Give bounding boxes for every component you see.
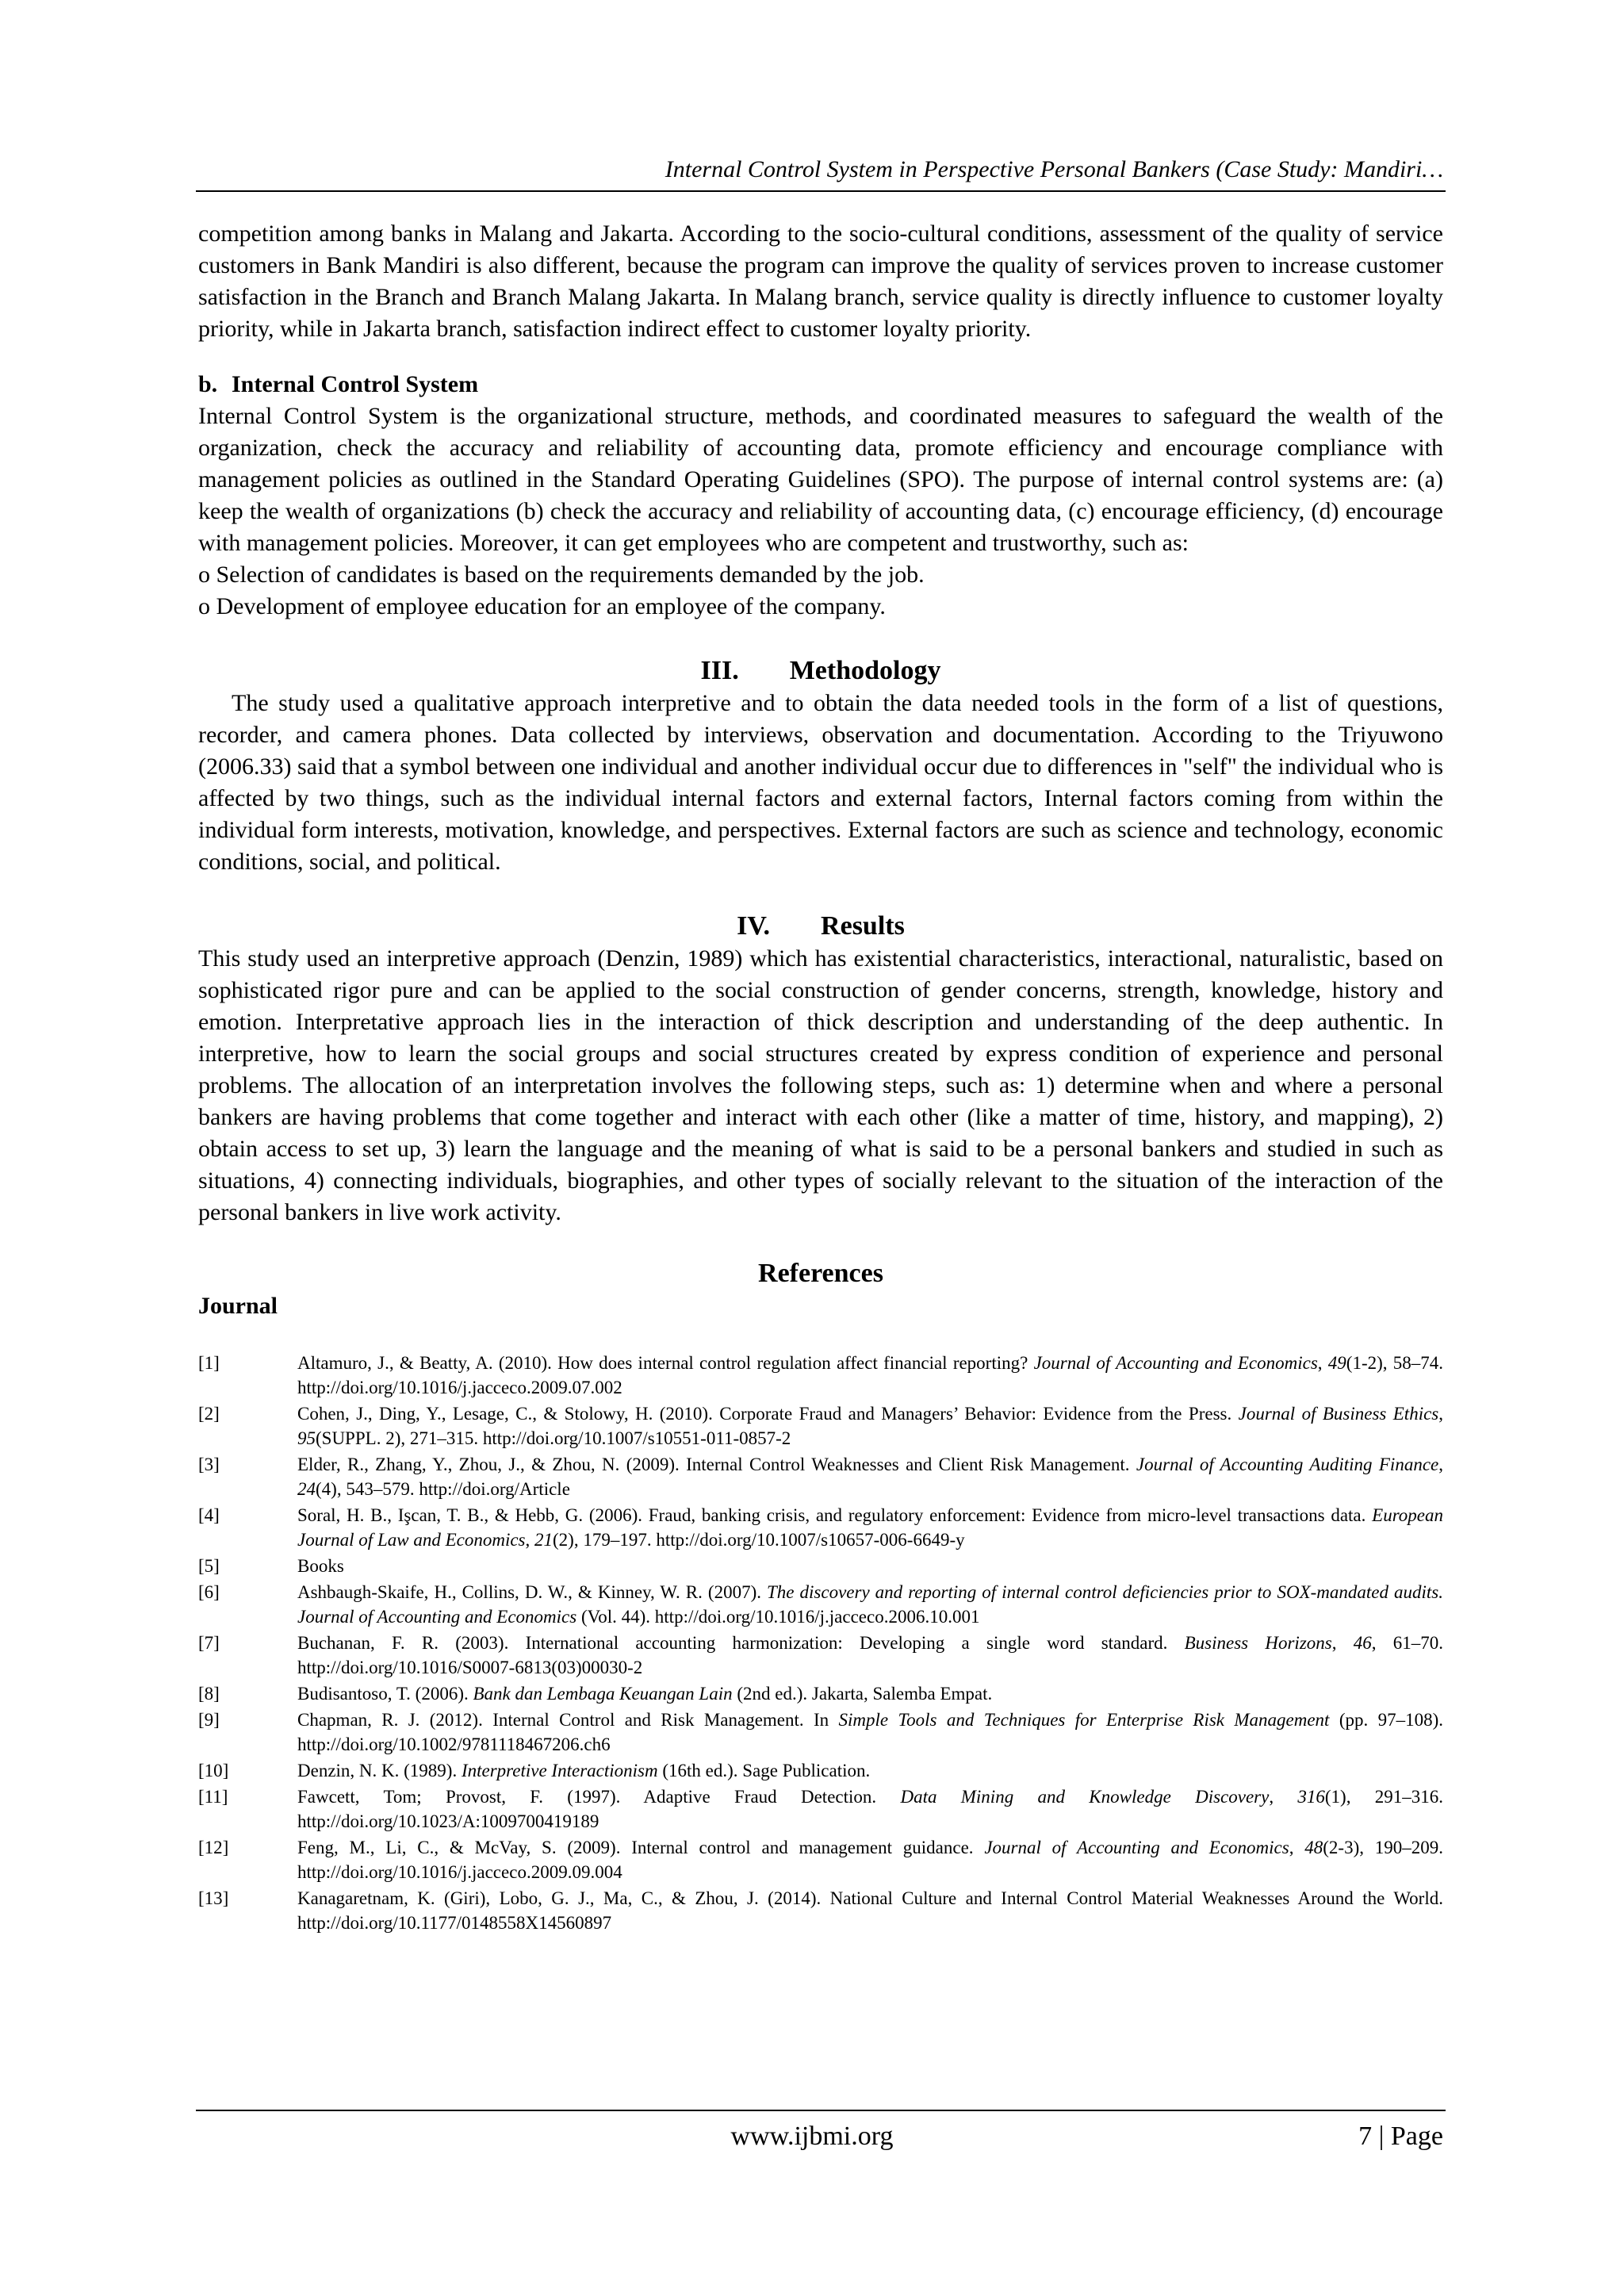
reference-number: [8] [198,1684,220,1704]
journal-subheading: Journal [198,1293,278,1319]
reference-item [198,1784,1443,1834]
reference-text [297,1681,1443,1706]
reference-item [198,1758,1443,1783]
reference-italic-segment: Interpretive Interactionism [461,1761,658,1780]
reference-item [198,1554,1443,1578]
reference-number: [11] [198,1787,228,1807]
reference-italic-segment: 21 [534,1530,553,1550]
reference-text [297,1784,1443,1834]
reference-italic-segment: 24 [297,1479,316,1499]
header-rule [196,190,1446,192]
reference-number: [1] [198,1353,220,1373]
reference-italic-segment: Simple Tools and Techniques for Enterprise Risk Management [838,1710,1330,1730]
reference-italic-segment: 316 [1297,1787,1325,1807]
section-number: III. [700,656,739,685]
reference-segment: Books [297,1556,344,1576]
reference-segment: (2), 179–197. http://doi.org/10.1007/s10657-006-6649-y [553,1530,965,1550]
reference-segment: (1), 291–316. http://doi.org/10.1023/A:1009700419189 [297,1787,1444,1831]
intro-paragraph: competition among banks in Malang and Jakarta. According to the socio-cultural conditions, assessment of the quality of service customers in Bank Mandiri is also different, because the program can improve the quality of services proven to increase customer satisfaction in the Branch and Branch Malang Jakarta. In Malang branch, service quality is directly influence to customer loyalty priority, while in Jakarta branch, satisfaction indirect effect to customer loyalty priority. [198,220,1443,342]
bullet-item: o Selection of candidates is based on the requirements demanded by the job. [198,562,925,588]
subsection-heading [198,369,1443,401]
methodology-paragraph: The study used a qualitative approach interpretive and to obtain the data needed tools in the form of a list of questions, recorder, and camera phones. Data collected by interviews, observation and documentation. According to the Triyuwono (2006.33) said that a symbol between one individual and another individual occur due to differences in "self" the individual who is affected by two things, such as the individual internal factors and external factors, Internal factors coming from within the individual form interests, motivation, knowledge, and perspectives. External factors are such as science and technology, economic conditions, social, and political. [198,690,1443,875]
reference-segment: Fawcett, Tom; Provost, F. (1997). Adaptive Fraud Detection. [297,1787,901,1807]
bullet-item: o Development of employee education for an employee of the company. [198,593,886,619]
running-header: Internal Control System in Perspective Personal Bankers (Case Study: Mandiri… [665,156,1443,182]
subsection-title: Internal Control System [232,371,479,397]
results-paragraph: This study used an interpretive approach (Denzin, 1989) which has existential characteristics, interactional, naturalistic, based on sophisticated rigor pure and can be applied to the social construction of gender concerns, strength, knowledge, history and emotion. Interpretative approach lies in the interaction of thick description and understanding of the deep authentic. In interpretive, how to learn the social groups and social structures created by express condition of experience and personal problems. The allocation of an interpretation involves the following steps, such as: 1) determine when and where a personal bankers are having problems that come together and interact with each other (like a matter of time, history, and mapping), 2) obtain access to set up, 3) learn the language and the meaning of what is said to be a personal bankers and studied in such as situations, 4) connecting individuals, biographies, and other types of socially relevant to the situation of the interaction of the personal bankers in live work activity. [198,945,1443,1225]
reference-text [297,1401,1443,1451]
section-number: IV. [737,911,771,941]
reference-segment: , [1438,1404,1443,1424]
reference-segment: , [1317,1353,1328,1373]
reference-item [198,1835,1443,1884]
reference-number: [3] [198,1455,220,1474]
reference-text [297,1351,1443,1400]
reference-text [297,1554,1443,1578]
reference-text [297,1708,1443,1757]
internal-control-paragraph: Internal Control System is the organizational structure, methods, and coordinated measures to safeguard the wealth of the organization, check the accuracy and reliability of accounting data, promote efficiency and encourage compliance with management policies as outlined in the Standard Operating Guidelines (SPO). The purpose of internal control systems are: (a) keep the wealth of organizations (b) check the accuracy and reliability of accounting data, (c) encourage efficiency, (d) encourage with management policies. Moreover, it can get employees who are competent and trustworthy, such as: [198,403,1443,556]
reference-text [297,1758,1443,1783]
reference-item [198,1351,1443,1400]
reference-item [198,1503,1443,1552]
reference-italic-segment: The discovery and reporting of internal control deficiencies prior to SOX-mandated audits. Journal of Accounting and Economics [297,1582,1443,1627]
reference-segment: , [1289,1838,1305,1857]
reference-text [297,1452,1443,1501]
reference-italic-segment: 95 [297,1428,316,1448]
reference-segment: Budisantoso, T. (2006). [297,1684,473,1704]
reference-item [198,1452,1443,1501]
reference-segment: (2-3), 190–209. http://doi.org/10.1016/j.jacceco.2009.09.004 [297,1838,1444,1882]
reference-text [297,1503,1443,1552]
reference-italic-segment: Data Mining and Knowledge Discovery [900,1787,1270,1807]
reference-italic-segment: Journal of Accounting and Economics [984,1838,1289,1857]
reference-italic-segment: 46 [1353,1633,1372,1653]
reference-italic-segment: Business Horizons [1184,1633,1332,1653]
reference-segment: Denzin, N. K. (1989). [297,1761,462,1780]
reference-italic-segment: Journal of Accounting Auditing Finance [1136,1455,1439,1474]
reference-segment: Feng, M., Li, C., & McVay, S. (2009). Internal control and management guidance. [297,1838,985,1857]
footer-page-number: 7 | Page [1358,2122,1443,2151]
reference-number: [9] [198,1710,220,1730]
reference-item [198,1681,1443,1706]
reference-number: [6] [198,1582,220,1602]
section-heading-results [198,910,1443,943]
reference-item [198,1708,1443,1757]
reference-item [198,1631,1443,1680]
reference-segment: Kanagaretnam, K. (Giri), Lobo, G. J., Ma, C., & Zhou, J. (2014). National Culture and Internal Control Material Weaknesses Around the World. http://doi.org/10.1177/0148558X14560897 [297,1888,1443,1933]
reference-italic-segment: Journal of Business Ethics [1238,1404,1439,1424]
reference-segment: , 61–70. http://doi.org/10.1016/S0007-6813(03)00030-2 [297,1633,1444,1677]
reference-italic-segment: 49 [1327,1353,1346,1373]
section-title: Results [821,911,905,941]
reference-number: [5] [198,1556,220,1576]
reference-number: [13] [198,1888,229,1908]
reference-italic-segment: European Journal of Law and Economics [297,1505,1443,1550]
reference-segment: Soral, H. B., Işcan, T. B., & Hebb, G. (2006). Fraud, banking crisis, and regulatory enforcement: Evidence from micro-level transactions data. [297,1505,1373,1525]
reference-text [297,1835,1443,1884]
reference-segment: , [1331,1633,1354,1653]
reference-text [297,1631,1443,1680]
reference-number: [10] [198,1761,229,1780]
reference-segment: Cohen, J., Ding, Y., Lesage, C., & Stolowy, H. (2010). Corporate Fraud and Managers’ Behavior: Evidence from the Press. [297,1404,1239,1424]
reference-segment: (1-2), 58–74. http://doi.org/10.1016/j.jacceco.2009.07.002 [297,1353,1444,1397]
reference-segment: (2nd ed.). Jakarta, Salemba Empat. [732,1684,993,1704]
reference-item [198,1886,1443,1935]
reference-number: [7] [198,1633,220,1653]
reference-italic-segment: Journal of Accounting and Economics [1033,1353,1318,1373]
reference-segment: (SUPPL. 2), 271–315. http://doi.org/10.1007/s10551-011-0857-2 [316,1428,791,1448]
reference-italic-segment: 48 [1304,1838,1323,1857]
reference-segment: Altamuro, J., & Beatty, A. (2010). How does internal control regulation affect financial reporting? [297,1353,1034,1373]
footer-rule [196,2110,1446,2111]
section-heading-methodology [198,654,1443,688]
reference-item [198,1401,1443,1451]
reference-segment: (pp. 97–108). http://doi.org/10.1002/9781118467206.ch6 [297,1710,1443,1754]
reference-number: [2] [198,1404,220,1424]
reference-segment: (16th ed.). Sage Publication. [657,1761,871,1780]
references-heading: References [758,1259,883,1288]
reference-segment: Chapman, R. J. (2012). Internal Control and Risk Management. In [297,1710,839,1730]
reference-number: [4] [198,1505,220,1525]
reference-segment: Buchanan, F. R. (2003). International accounting harmonization: Developing a single word standard. [297,1633,1185,1653]
page-body [198,218,1443,1937]
reference-number: [12] [198,1838,229,1857]
reference-segment: (Vol. 44). http://doi.org/10.1016/j.jacceco.2006.10.001 [576,1607,980,1627]
reference-list [198,1351,1443,1935]
subsection-letter: b. [198,371,218,397]
reference-text [297,1580,1443,1629]
reference-italic-segment: Bank dan Lembaga Keuangan Lain [473,1684,733,1704]
reference-segment: , [1269,1787,1298,1807]
reference-segment: (4), 543–579. http://doi.org/Article [316,1479,570,1499]
reference-item [198,1580,1443,1629]
reference-segment: Elder, R., Zhang, Y., Zhou, J., & Zhou, N. (2009). Internal Control Weaknesses and Client Risk Management. [297,1455,1136,1474]
footer-website[interactable]: www.ijbmi.org [730,2122,894,2151]
reference-segment: , [525,1530,534,1550]
reference-segment: , [1438,1455,1443,1474]
reference-text [297,1886,1443,1935]
reference-segment: Ashbaugh-Skaife, H., Collins, D. W., & Kinney, W. R. (2007). [297,1582,767,1602]
section-title: Methodology [789,656,941,685]
